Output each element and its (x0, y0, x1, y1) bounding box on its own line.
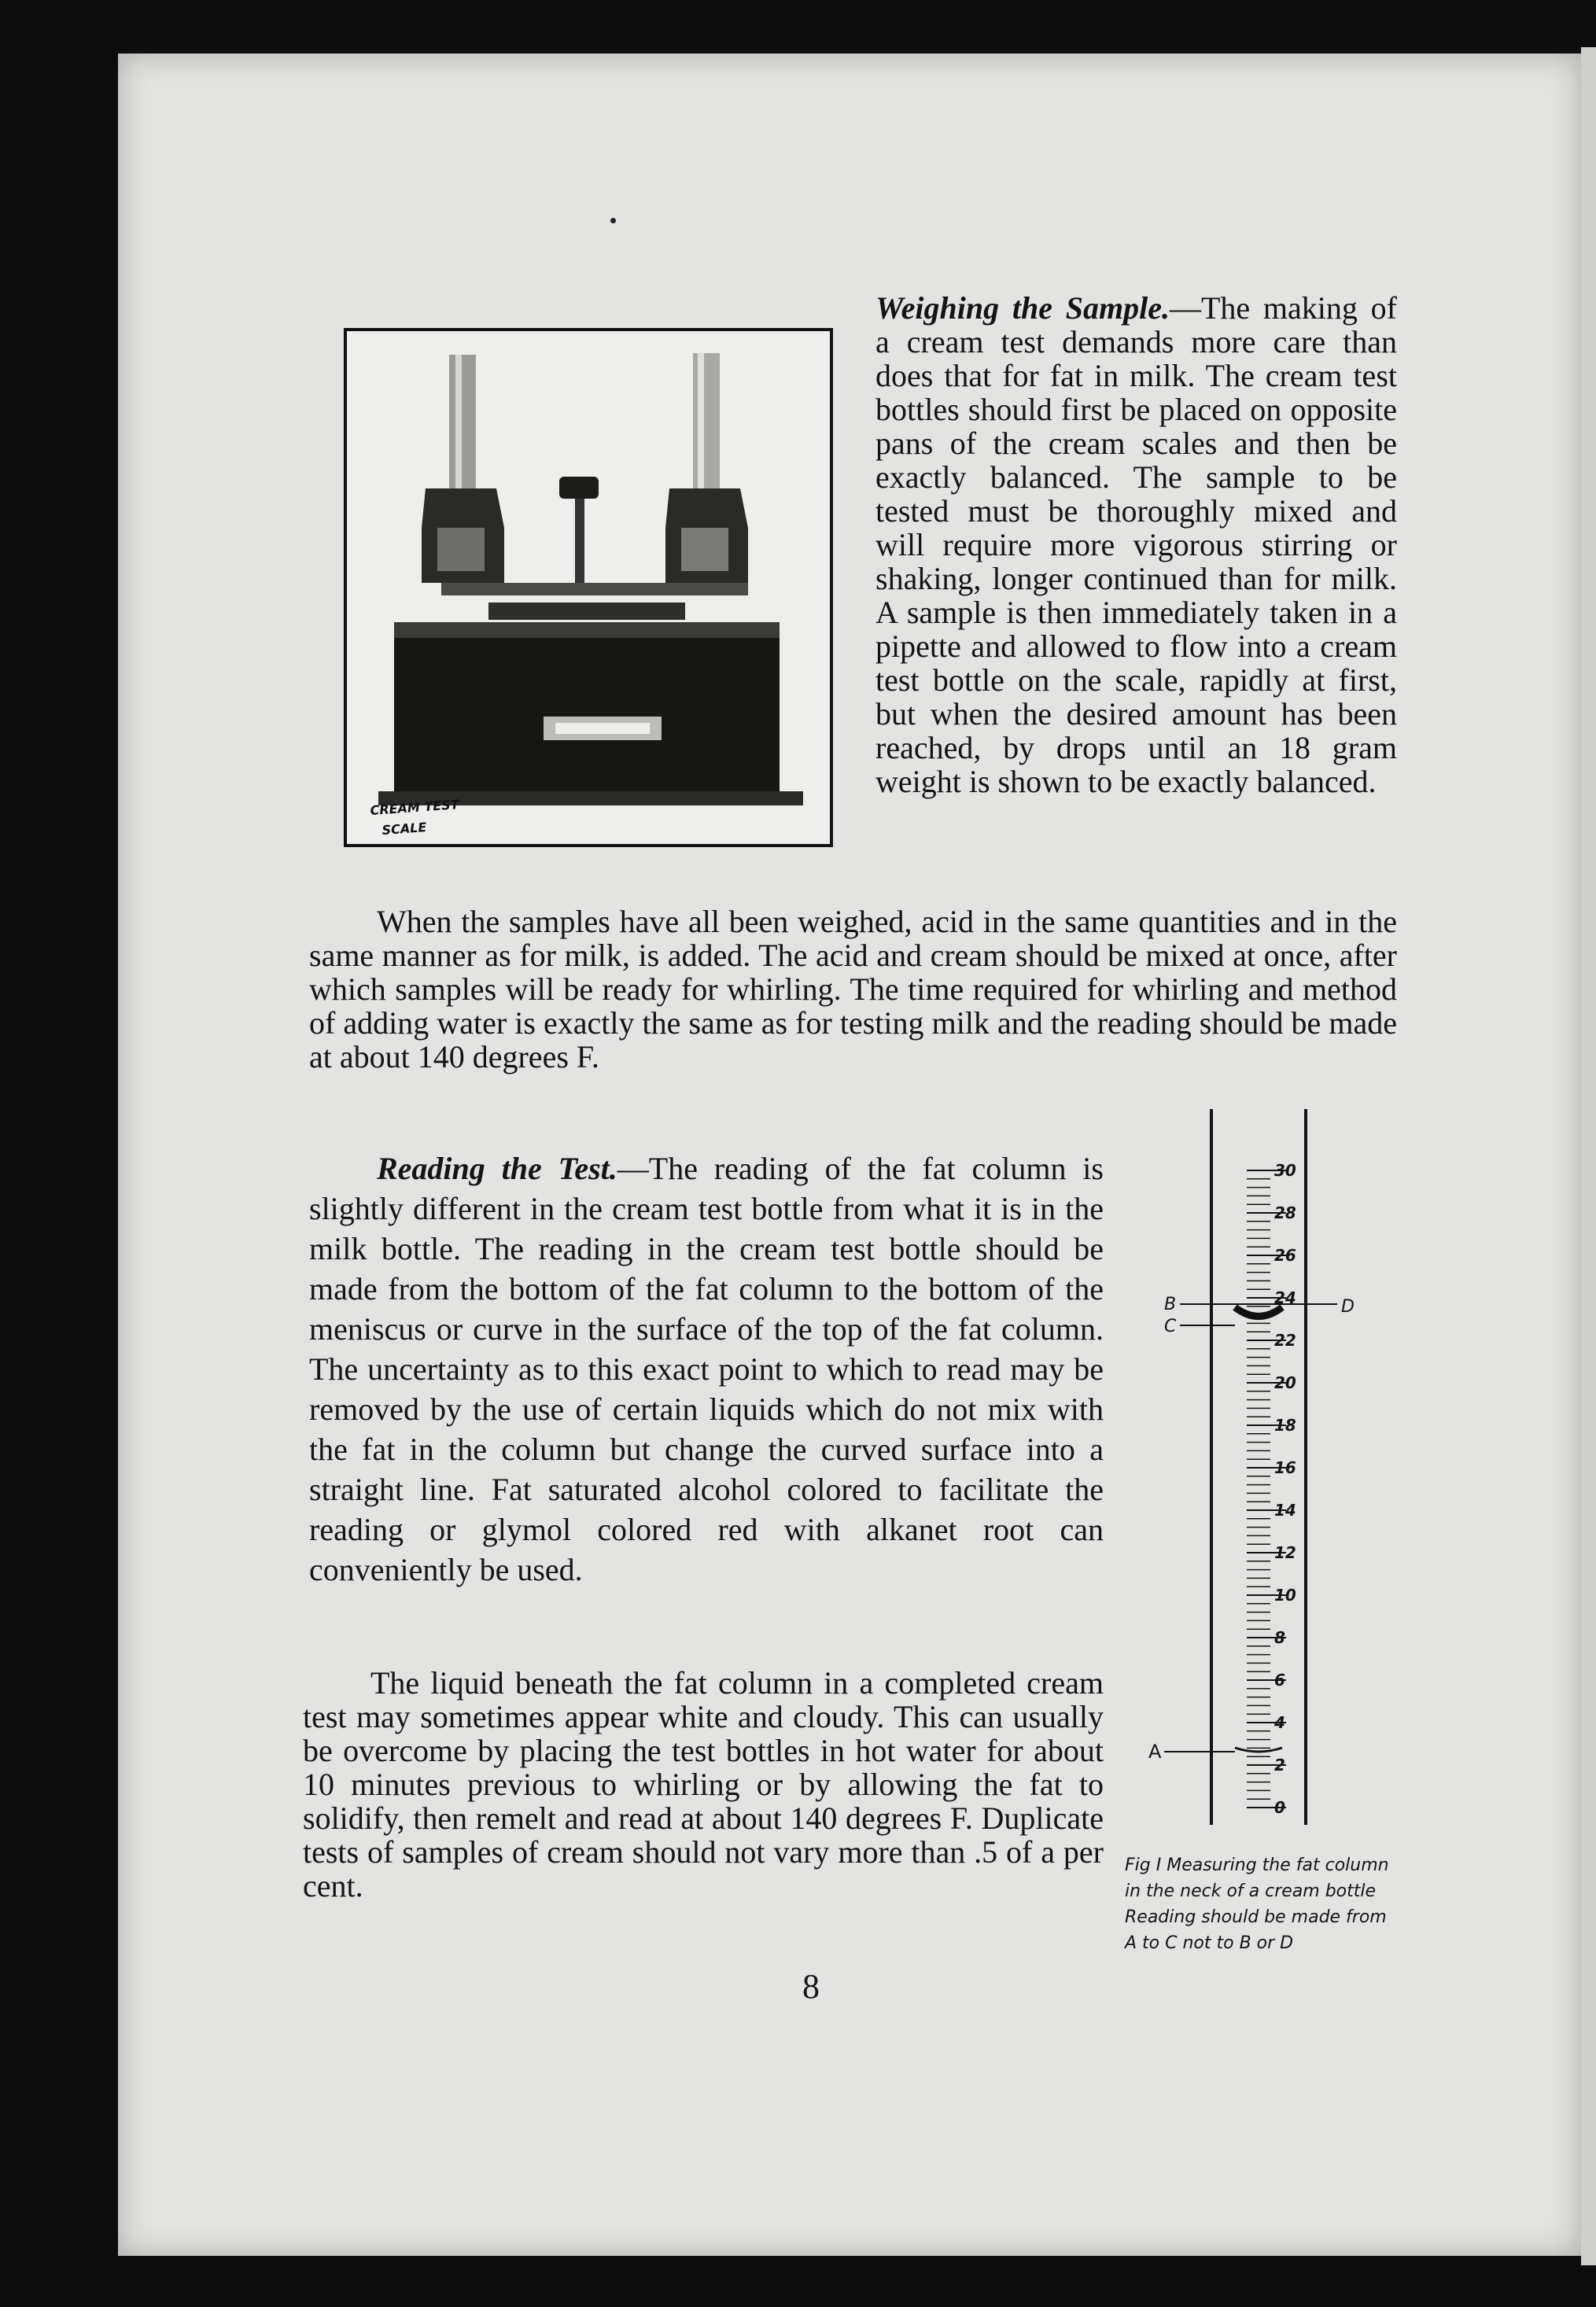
scale-label: 20 (1274, 1373, 1296, 1392)
photo-label-line2: SCALE (381, 820, 427, 838)
scale-label: 26 (1274, 1246, 1296, 1265)
scale-label: 24 (1274, 1288, 1296, 1307)
weighing-text: —The making of a cream test demands more care than does that for fat in milk. The cream test bottles should first be placed on opposite pans of the cream scales and then be exactly balanced. The sample to be tested must be thoroughly mixed and will require more vigorous stirring or shaking, longer continued than for milk. A sample is then immediately taken in a pipette and allowed to flow into a cream test bottle on the scale, rapidly at first, but when the desired amount has been reached, by drops until an 18 gram weight is shown to be exactly balanced. (875, 290, 1397, 799)
figure-caption: Fig I Measuring the fat column in the neck of a cream bottle Reading should be made from A to C not to B or D (1125, 1856, 1389, 1953)
scale-label: 22 (1274, 1331, 1296, 1350)
label-d: D (1341, 1297, 1355, 1317)
weighing-paragraph (875, 291, 1397, 798)
scale-label: 10 (1274, 1586, 1296, 1605)
cream-bottle-neck-diagram (1148, 1101, 1400, 1841)
scale-label: 4 (1274, 1713, 1285, 1732)
reading-paragraph (309, 1148, 1104, 1590)
weighing-continuation-text: When the samples have all been weighed, acid in the same quantities and in the same manner as for milk, is added. The acid and cream should be mixed at once, after which samples will be ready for whirling. The time required for whirling and method of adding water is exactly the same as for testing milk and the reading should be made at about 140 degrees F. (309, 904, 1397, 1074)
reading-text: —The reading of the fat column is slightly different in the cream test bottle from what it is in the milk bottle. The reading in the cream test bottle should be made from the bottom of the fat column to the bottom of the meniscus or curve in the surface of the top of the fat column. The uncertainty as to this exact point to which to read may be removed by the use of certain liquids which do not mix with the fat in the column but change the curved surface into a straight line. Fat saturated alcohol colored to facilitate the reading or glymol colored red with alkanet root can conveniently be used. (309, 1151, 1104, 1587)
photo-label-line1: CREAM TEST (369, 797, 460, 818)
scale-label: 12 (1274, 1543, 1296, 1562)
scale-label: 2 (1274, 1756, 1285, 1774)
weighing-continuation (309, 905, 1397, 1074)
scale-label: 16 (1274, 1458, 1296, 1477)
scale-label: 6 (1274, 1671, 1285, 1690)
scale-label: 28 (1274, 1203, 1296, 1222)
cloudy-text: The liquid beneath the fat column in a completed cream test may sometimes appear white and cloudy. This can usually be overcome by placing the test bottles in hot water for about 10 minutes previous to whirling or by allowing the fat to solidify, then remelt and read at about 140 degrees F. Duplicate tests of samples of cream should not vary more than .5 of a per cent. (303, 1665, 1104, 1903)
page-number: 8 (802, 1967, 820, 2006)
scale-label: 8 (1274, 1628, 1285, 1647)
cream-test-scale-photo (344, 328, 833, 847)
label-c: C (1164, 1317, 1177, 1336)
label-b: B (1164, 1295, 1177, 1314)
label-a: A (1148, 1741, 1162, 1763)
weighing-heading: Weighing the Sample. (875, 290, 1170, 326)
reading-heading: Reading the Test. (377, 1151, 617, 1186)
cloudy-paragraph (303, 1666, 1104, 1903)
scale-label: 18 (1274, 1416, 1296, 1435)
stray-mark (610, 218, 616, 223)
scale-label: 0 (1274, 1798, 1285, 1817)
scale-label: 14 (1274, 1501, 1296, 1520)
page-edge (1581, 47, 1596, 2265)
scale-label: 30 (1274, 1161, 1296, 1180)
